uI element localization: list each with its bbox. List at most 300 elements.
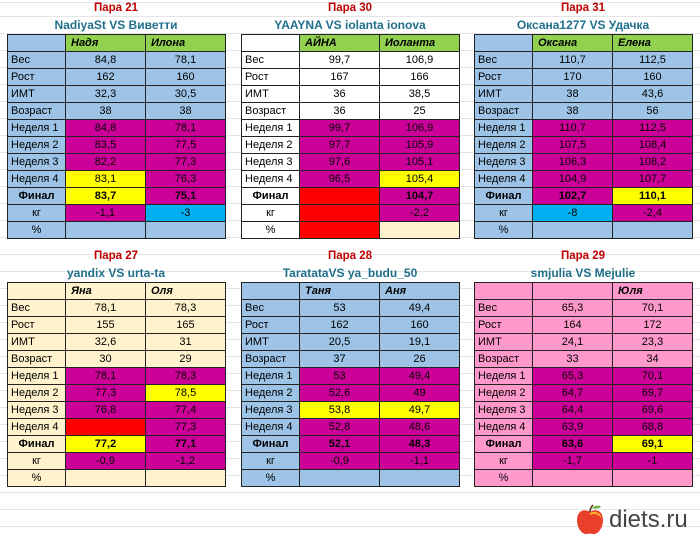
value-cell: -1,1 (66, 205, 146, 222)
value-cell (66, 222, 146, 239)
table-row (242, 103, 460, 120)
row-label: Неделя 3 (242, 154, 300, 171)
value-cell: 33 (533, 351, 613, 368)
value-cell: 108,2 (613, 154, 693, 171)
participant-name (533, 283, 613, 300)
value-cell: 110,7 (533, 52, 613, 69)
table-row (242, 171, 460, 188)
row-label: Неделя 2 (242, 385, 300, 402)
table-row (8, 470, 226, 487)
value-cell: 84,8 (66, 120, 146, 137)
header-row (242, 35, 460, 52)
value-cell: 107,7 (613, 171, 693, 188)
table-row (475, 317, 693, 334)
participant-name: Елена (613, 35, 693, 52)
header-row (8, 283, 226, 300)
pair-table (7, 34, 226, 239)
table-row (475, 300, 693, 317)
row-label: Вес (242, 52, 300, 69)
value-cell: 34 (613, 351, 693, 368)
table-row (242, 385, 460, 402)
table-row (242, 419, 460, 436)
table-row (475, 436, 693, 453)
table-row (242, 334, 460, 351)
value-cell: 65,3 (533, 300, 613, 317)
value-cell: 26 (380, 351, 460, 368)
table-row (242, 86, 460, 103)
row-label: кг (475, 453, 533, 470)
value-cell: 164 (533, 317, 613, 334)
table-row (475, 368, 693, 385)
table-row (475, 171, 693, 188)
value-cell: 77,4 (146, 402, 226, 419)
row-label: Вес (8, 52, 66, 69)
value-cell: 112,5 (613, 120, 693, 137)
site-logo (575, 503, 688, 537)
table-row (8, 103, 226, 120)
table-row (242, 436, 460, 453)
header-label-cell (242, 35, 300, 52)
value-cell: 106,3 (533, 154, 613, 171)
row-label: Неделя 3 (8, 154, 66, 171)
value-cell: 77,1 (146, 436, 226, 453)
value-cell: 69,7 (613, 385, 693, 402)
value-cell: 105,4 (380, 171, 460, 188)
table-row (8, 137, 226, 154)
value-cell: 160 (380, 317, 460, 334)
value-cell: 78,5 (146, 385, 226, 402)
row-label: Рост (242, 317, 300, 334)
row-label: Неделя 1 (8, 368, 66, 385)
table-row (475, 334, 693, 351)
table-row (475, 402, 693, 419)
row-label: Неделя 1 (8, 120, 66, 137)
value-cell: 56 (613, 103, 693, 120)
pair-table (241, 282, 460, 487)
table-row (8, 402, 226, 419)
row-label: Возраст (8, 351, 66, 368)
value-cell: 20,5 (300, 334, 380, 351)
value-cell (300, 222, 380, 239)
value-cell: 38,5 (380, 86, 460, 103)
value-cell: 82,2 (66, 154, 146, 171)
value-cell: -0,9 (300, 453, 380, 470)
value-cell: 166 (380, 69, 460, 86)
table-row (8, 368, 226, 385)
value-cell: 83,1 (66, 171, 146, 188)
value-cell: 32,6 (66, 334, 146, 351)
row-label: Неделя 2 (242, 137, 300, 154)
table-row (475, 222, 693, 239)
pair-block (7, 248, 225, 487)
value-cell: 24,1 (533, 334, 613, 351)
pair-title: Пара 27 (93, 250, 139, 262)
value-cell: 64,4 (533, 402, 613, 419)
table-row (475, 351, 693, 368)
value-cell: 162 (300, 317, 380, 334)
table-row (475, 120, 693, 137)
pair-players: TaratataVS ya_budu_50 (282, 266, 418, 280)
table-row (242, 120, 460, 137)
table-row (8, 69, 226, 86)
value-cell: 105,1 (380, 154, 460, 171)
value-cell: 70,1 (613, 368, 693, 385)
value-cell: 99,7 (300, 52, 380, 69)
value-cell: 99,7 (300, 120, 380, 137)
row-label: Неделя 4 (242, 419, 300, 436)
table-row (475, 69, 693, 86)
pair-title: Пара 21 (93, 2, 139, 14)
table-row (242, 205, 460, 222)
participant-name: Оля (146, 283, 226, 300)
pair-title: Пара 31 (560, 2, 606, 14)
row-label: Неделя 4 (8, 419, 66, 436)
value-cell: -1,2 (146, 453, 226, 470)
pair-players: YAAYNA VS iolanta ionova (274, 18, 426, 32)
row-label: Финал (8, 188, 66, 205)
value-cell: 172 (613, 317, 693, 334)
row-label: Рост (8, 69, 66, 86)
pair-title: Пара 28 (327, 250, 373, 262)
value-cell: 49,7 (380, 402, 460, 419)
row-label: Возраст (242, 351, 300, 368)
value-cell: 104,7 (380, 188, 460, 205)
table-row (475, 86, 693, 103)
row-label: Рост (242, 69, 300, 86)
row-label: кг (475, 205, 533, 222)
table-row (242, 300, 460, 317)
pair-title: Пара 29 (560, 250, 606, 262)
value-cell: 105,9 (380, 137, 460, 154)
row-label: Неделя 3 (475, 154, 533, 171)
value-cell: 102,7 (533, 188, 613, 205)
table-row (242, 317, 460, 334)
value-cell: 38 (533, 86, 613, 103)
value-cell: 65,3 (533, 368, 613, 385)
table-row (8, 222, 226, 239)
table-row (8, 300, 226, 317)
value-cell: 69,1 (613, 436, 693, 453)
value-cell: 77,5 (146, 137, 226, 154)
participant-name: Аня (380, 283, 460, 300)
table-row (8, 351, 226, 368)
header-row (475, 283, 693, 300)
row-label: Рост (8, 317, 66, 334)
table-row (242, 453, 460, 470)
value-cell: 162 (66, 69, 146, 86)
table-row (242, 222, 460, 239)
table-row (8, 334, 226, 351)
table-row (242, 188, 460, 205)
value-cell: 77,3 (146, 154, 226, 171)
value-cell (146, 222, 226, 239)
table-row (242, 137, 460, 154)
value-cell: 25 (380, 103, 460, 120)
value-cell: 108,4 (613, 137, 693, 154)
table-row (475, 103, 693, 120)
table-row (8, 188, 226, 205)
value-cell: 38 (146, 103, 226, 120)
value-cell: 78,1 (66, 368, 146, 385)
value-cell: 49 (380, 385, 460, 402)
pair-players: Оксана1277 VS Удачка (516, 18, 650, 32)
participant-name: Илона (146, 35, 226, 52)
row-label: Возраст (475, 351, 533, 368)
value-cell: 167 (300, 69, 380, 86)
value-cell: 76,8 (66, 402, 146, 419)
table-row (8, 154, 226, 171)
value-cell: 110,1 (613, 188, 693, 205)
row-label: Неделя 2 (8, 137, 66, 154)
value-cell: 77,3 (66, 385, 146, 402)
row-label: Неделя 4 (475, 171, 533, 188)
row-label: ИМТ (242, 334, 300, 351)
pair-block (474, 248, 692, 487)
row-label: ИМТ (8, 334, 66, 351)
value-cell: 69,6 (613, 402, 693, 419)
header-label-cell (8, 283, 66, 300)
value-cell: 107,5 (533, 137, 613, 154)
value-cell: 78,1 (66, 300, 146, 317)
value-cell: 52,8 (300, 419, 380, 436)
row-label: Финал (8, 436, 66, 453)
row-label: Финал (242, 188, 300, 205)
value-cell: 37 (300, 351, 380, 368)
pair-block (241, 248, 459, 487)
value-cell: 70,1 (613, 300, 693, 317)
table-row (475, 419, 693, 436)
value-cell: 84,8 (66, 52, 146, 69)
table-row (8, 385, 226, 402)
value-cell: 78,3 (146, 368, 226, 385)
table-row (475, 385, 693, 402)
value-cell: 165 (146, 317, 226, 334)
value-cell: 29 (146, 351, 226, 368)
table-row (8, 205, 226, 222)
row-label: Рост (475, 69, 533, 86)
apple-icon (575, 504, 605, 536)
pair-block (474, 0, 692, 239)
header-label-cell (8, 35, 66, 52)
pair-players: NadiyaSt VS Виветти (54, 18, 178, 32)
row-label: кг (8, 453, 66, 470)
value-cell: 68,8 (613, 419, 693, 436)
value-cell: 32,3 (66, 86, 146, 103)
table-row (8, 52, 226, 69)
value-cell: 52,1 (300, 436, 380, 453)
value-cell (533, 222, 613, 239)
participant-name: Надя (66, 35, 146, 52)
value-cell: 64,7 (533, 385, 613, 402)
header-row (242, 283, 460, 300)
value-cell: 77,3 (146, 419, 226, 436)
value-cell: 97,6 (300, 154, 380, 171)
table-row (475, 470, 693, 487)
row-label: % (475, 222, 533, 239)
value-cell (146, 470, 226, 487)
value-cell (300, 205, 380, 222)
value-cell: 170 (533, 69, 613, 86)
row-label: Возраст (475, 103, 533, 120)
value-cell (66, 470, 146, 487)
table-row (242, 69, 460, 86)
value-cell: 53 (300, 368, 380, 385)
value-cell: -0,9 (66, 453, 146, 470)
row-label: Неделя 2 (475, 385, 533, 402)
row-label: Вес (8, 300, 66, 317)
value-cell: 48,3 (380, 436, 460, 453)
value-cell: 48,6 (380, 419, 460, 436)
row-label: Неделя 4 (475, 419, 533, 436)
table-row (242, 351, 460, 368)
value-cell: -8 (533, 205, 613, 222)
value-cell: 19,1 (380, 334, 460, 351)
participant-name: Таня (300, 283, 380, 300)
row-label: % (475, 470, 533, 487)
header-row (475, 35, 693, 52)
row-label: Возраст (8, 103, 66, 120)
row-label: ИМТ (8, 86, 66, 103)
value-cell: 78,1 (146, 52, 226, 69)
row-label: Неделя 1 (242, 120, 300, 137)
row-label: % (242, 222, 300, 239)
value-cell: 30 (66, 351, 146, 368)
row-label: Неделя 3 (8, 402, 66, 419)
value-cell (380, 470, 460, 487)
row-label: Возраст (242, 103, 300, 120)
value-cell: 110,7 (533, 120, 613, 137)
row-label: % (242, 470, 300, 487)
value-cell: 160 (613, 69, 693, 86)
value-cell: 53 (300, 300, 380, 317)
value-cell: 38 (533, 103, 613, 120)
participant-name: АЙНА (300, 35, 380, 52)
value-cell (533, 470, 613, 487)
header-row (8, 35, 226, 52)
value-cell: 63,9 (533, 419, 613, 436)
value-cell: 106,9 (380, 52, 460, 69)
header-label-cell (242, 283, 300, 300)
value-cell: -1 (613, 453, 693, 470)
value-cell: -1,1 (380, 453, 460, 470)
table-row (8, 120, 226, 137)
row-label: Неделя 1 (475, 120, 533, 137)
row-label: Неделя 1 (475, 368, 533, 385)
pair-table (474, 282, 693, 487)
row-label: ИМТ (475, 334, 533, 351)
row-label: Неделя 3 (242, 402, 300, 419)
header-label-cell (475, 35, 533, 52)
value-cell: 31 (146, 334, 226, 351)
row-label: % (8, 222, 66, 239)
participant-name: Иоланта (380, 35, 460, 52)
value-cell: 83,5 (66, 137, 146, 154)
table-row (8, 86, 226, 103)
pair-title: Пара 30 (327, 2, 373, 14)
row-label: Неделя 2 (8, 385, 66, 402)
value-cell (300, 470, 380, 487)
row-label: % (8, 470, 66, 487)
row-label: Вес (475, 300, 533, 317)
table-row (8, 453, 226, 470)
value-cell: 78,3 (146, 300, 226, 317)
value-cell: 30,5 (146, 86, 226, 103)
row-label: кг (242, 453, 300, 470)
table-row (242, 52, 460, 69)
value-cell (380, 222, 460, 239)
value-cell: 49,4 (380, 300, 460, 317)
value-cell: 49,4 (380, 368, 460, 385)
value-cell: 77,2 (66, 436, 146, 453)
value-cell: 76,3 (146, 171, 226, 188)
row-label: Неделя 4 (242, 171, 300, 188)
value-cell (66, 419, 146, 436)
table-row (475, 137, 693, 154)
table-row (8, 171, 226, 188)
value-cell: -2,2 (380, 205, 460, 222)
row-label: Финал (242, 436, 300, 453)
value-cell: 83,7 (66, 188, 146, 205)
value-cell: 63,6 (533, 436, 613, 453)
pair-players: smjulia VS Mejulie (530, 266, 636, 280)
table-row (8, 419, 226, 436)
row-label: Неделя 4 (8, 171, 66, 188)
table-row (475, 52, 693, 69)
table-row (242, 154, 460, 171)
value-cell: 36 (300, 103, 380, 120)
participant-name: Юля (613, 283, 693, 300)
value-cell: 53,8 (300, 402, 380, 419)
value-cell (613, 470, 693, 487)
row-label: Финал (475, 188, 533, 205)
row-label: ИМТ (242, 86, 300, 103)
value-cell: 97,7 (300, 137, 380, 154)
value-cell: 78,1 (146, 120, 226, 137)
value-cell: -2,4 (613, 205, 693, 222)
pair-block (241, 0, 459, 239)
pair-table (7, 282, 226, 487)
value-cell: 112,5 (613, 52, 693, 69)
table-row (475, 205, 693, 222)
row-label: Неделя 2 (475, 137, 533, 154)
value-cell: 52,6 (300, 385, 380, 402)
row-label: Финал (475, 436, 533, 453)
value-cell: 155 (66, 317, 146, 334)
value-cell: 160 (146, 69, 226, 86)
logo-text: diets.ru (609, 506, 688, 533)
row-label: кг (8, 205, 66, 222)
pair-players: yandix VS urta-ta (66, 266, 166, 280)
value-cell: -3 (146, 205, 226, 222)
participant-name: Яна (66, 283, 146, 300)
value-cell: 104,9 (533, 171, 613, 188)
value-cell: -1,7 (533, 453, 613, 470)
table-row (242, 402, 460, 419)
value-cell: 38 (66, 103, 146, 120)
value-cell: 36 (300, 86, 380, 103)
table-row (8, 317, 226, 334)
header-label-cell (475, 283, 533, 300)
row-label: Вес (242, 300, 300, 317)
row-label: кг (242, 205, 300, 222)
row-label: Вес (475, 52, 533, 69)
table-row (475, 154, 693, 171)
row-label: Рост (475, 317, 533, 334)
row-label: Неделя 1 (242, 368, 300, 385)
value-cell: 106,9 (380, 120, 460, 137)
table-row (475, 453, 693, 470)
value-cell (300, 188, 380, 205)
